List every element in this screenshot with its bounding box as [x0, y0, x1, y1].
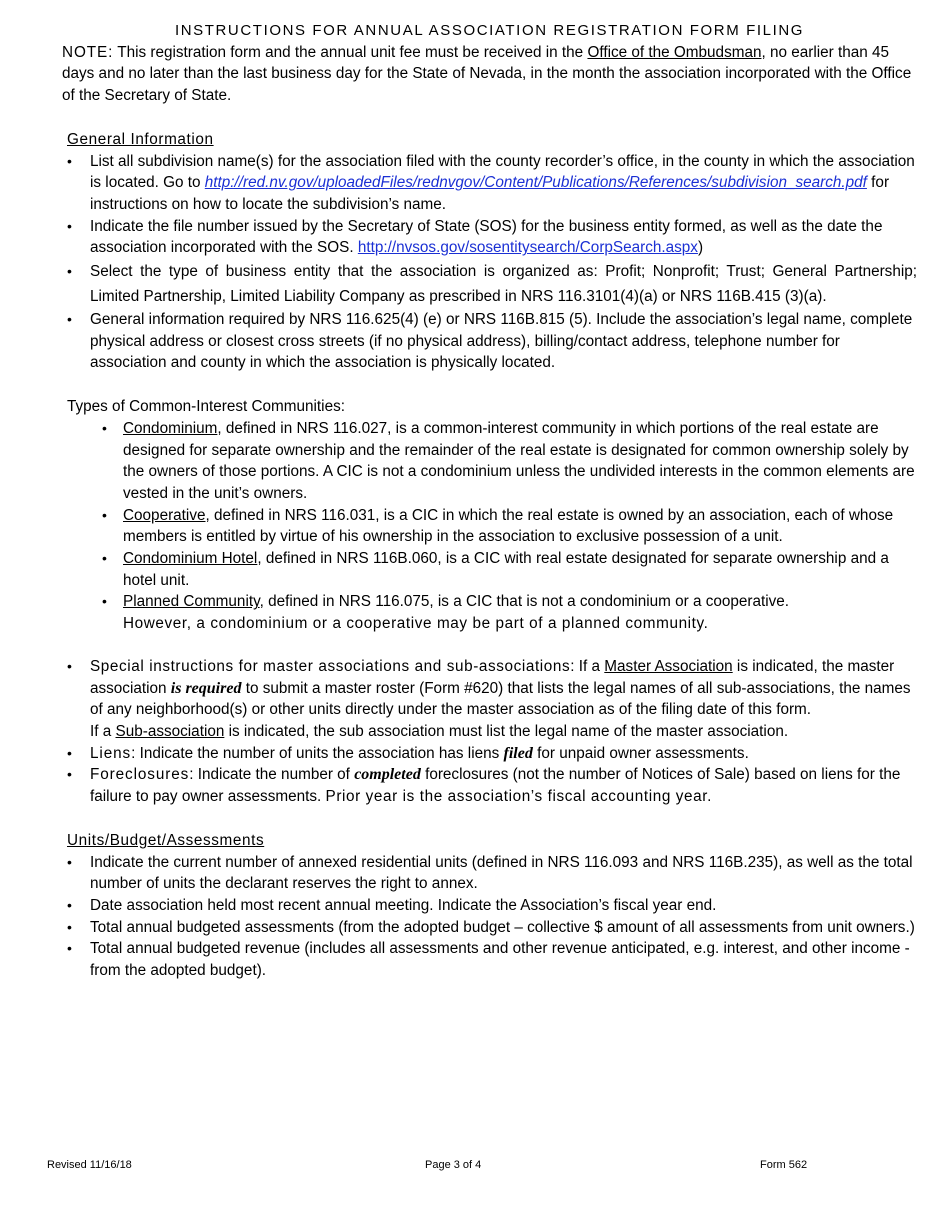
foreclosures-label: Foreclosures [90, 766, 190, 784]
list-item: • Total annual budgeted revenue (includes all assessments and other revenue anticipated, e.g. interest, and other income - from the adopted budget). [62, 938, 917, 981]
list-item: • Total annual budgeted assessments (from the adopted budget – collective $ amount of all assessments from unit owners.) [62, 917, 917, 939]
units-heading [67, 830, 917, 852]
item-text: is indicated, the sub association must list the legal name of the master association. [224, 722, 789, 740]
sub-association-term: Sub-association [115, 722, 225, 740]
liens-label: Liens [90, 744, 132, 762]
subdivision-search-link[interactable]: http://red.nv.gov/uploadedFiles/rednvgov/Content/Publications/References/subdivision_search.pdf [204, 174, 867, 192]
spacer [62, 635, 917, 656]
types-heading: Types of Common-Interest Communities: [67, 398, 345, 416]
item-text: Indicate the file number issued by the Secretary of State (SOS) for the business entity formed, as well as the date the association incorporated with the SOS. [90, 217, 883, 257]
item-text: , defined in NRS 116B.060, is a CIC with real estate designated for separate ownership and a hotel unit. [123, 550, 889, 589]
item-text: Prior year is the association’s fiscal accounting year. [325, 788, 712, 806]
cooperative-term: Cooperative [123, 506, 206, 524]
completed-emphasis: completed [354, 766, 421, 784]
list-item: • Date association held most recent annual meeting. Indicate the Association’s fiscal year end. [62, 895, 917, 917]
list-item [100, 548, 917, 591]
filed-emphasis: filed [503, 744, 533, 762]
master-association-term: Master Association [604, 657, 733, 675]
general-heading-text: General Information [67, 130, 214, 148]
is-required-emphasis: is required [170, 679, 242, 697]
item-text: : Indicate the number of [189, 766, 355, 784]
units-heading-text: Units/Budget/Assessments [67, 831, 265, 849]
condominium-hotel-term: Condominium Hotel [123, 550, 258, 568]
footer-page-number: Page 3 of 4 [425, 1159, 482, 1171]
list-item [62, 216, 917, 259]
item-text: for unpaid owner assessments. [532, 744, 749, 762]
list-item [62, 743, 917, 765]
list-item: • Indicate the current number of annexed residential units (defined in NRS 116.093 and NRS 116B.235), as well as the total number of units the declarant reserves the right to annex. [62, 852, 917, 895]
office-name: Office of the Ombudsman [587, 43, 762, 61]
list-item [62, 656, 917, 743]
units-list [62, 852, 917, 982]
list-item [62, 764, 917, 807]
item-text: is indicated, the master association [90, 657, 895, 697]
special-list [62, 656, 917, 808]
footer-revised: Revised 11/16/18 [47, 1159, 132, 1171]
list-item: • General information required by NRS 116.625(4) (e) or NRS 116B.815 (5). Include the association’s legal name, complete physical address or closest cross streets (if no physical address), billing/contact address, telephone number for association and county in which the association is physically located. [62, 309, 917, 374]
item-text: for instructions on how to locate the subdivision’s name. [90, 174, 890, 213]
item-text: List all subdivision name(s) for the association filed with the county recorder’s office, in the county in which the association is located. Go to [90, 152, 915, 192]
list-item [100, 418, 917, 505]
note-text-after: , no earlier than 45 days and no later than the last business day for the State of Nevada, in the month the association incorporated with the Office of the Secretary of State. [62, 43, 912, 105]
list-item [62, 151, 917, 216]
item-text: to submit a master roster (Form #620) that lists the legal names of all sub-associations, the names of any neighborhood(s) or other units directly under the master association as of the filing date of this form. [90, 679, 911, 719]
list-item [100, 505, 917, 548]
note-paragraph [62, 42, 917, 107]
list-item [100, 591, 917, 634]
item-text: : Indicate the number of units the association has liens [131, 744, 504, 762]
item-text: If a [90, 722, 116, 740]
planned-community-term: Planned Community [123, 593, 260, 611]
list-item: • Select the type of business entity that the association is organized as: Profit; Nonprofit; Trust; General Partnership; Limited Partnership, Limited Liability Company as prescribed in NRS 116.3101(4)(a) or NRS 116B.415 (3)(a). [62, 259, 917, 309]
item-text: , defined in NRS 116.027, is a common-interest community in which portions of the real estate are designed for separate ownership and the remainder of the real estate is designated for common ownership solely by the owners of those portions. A CIC is not a condominium unless the undivided interests in the common elements are vested in the unit’s owners. [123, 419, 915, 502]
special-label: Special instructions for master associations and sub-associations [90, 657, 571, 675]
item-text: , defined in NRS 116.075, is a CIC that is not a condominium or a cooperative. [259, 593, 790, 611]
item-text: : If a [570, 657, 605, 675]
item-text: ) [697, 239, 704, 257]
note-text-before: This registration form and the annual unit fee must be received in the [113, 43, 588, 61]
item-text: However, a condominium or a cooperative may be part of a planned community. [123, 615, 709, 633]
general-information-heading [67, 129, 917, 151]
condominium-term: Condominium [123, 419, 218, 437]
footer-form-number: Form 562 [760, 1159, 808, 1171]
instructions-page [62, 20, 917, 982]
types-list [100, 418, 917, 635]
note-label: NOTE: [62, 43, 114, 61]
general-information-list [62, 151, 917, 375]
corp-search-link[interactable]: http://nvsos.gov/sosentitysearch/CorpSearch.aspx [357, 239, 698, 257]
page-title: INSTRUCTIONS FOR ANNUAL ASSOCIATION REGISTRATION FORM FILING [174, 22, 805, 39]
item-text: foreclosures (not the number of Notices of Sale) based on liens for the failure to pay owner assessments. [90, 766, 901, 806]
item-text: , defined in NRS 116.031, is a CIC in which the real estate is owned by an association, each of whose members is entitled by virtue of his ownership in the association to exclusive possession of a unit. [123, 506, 894, 546]
